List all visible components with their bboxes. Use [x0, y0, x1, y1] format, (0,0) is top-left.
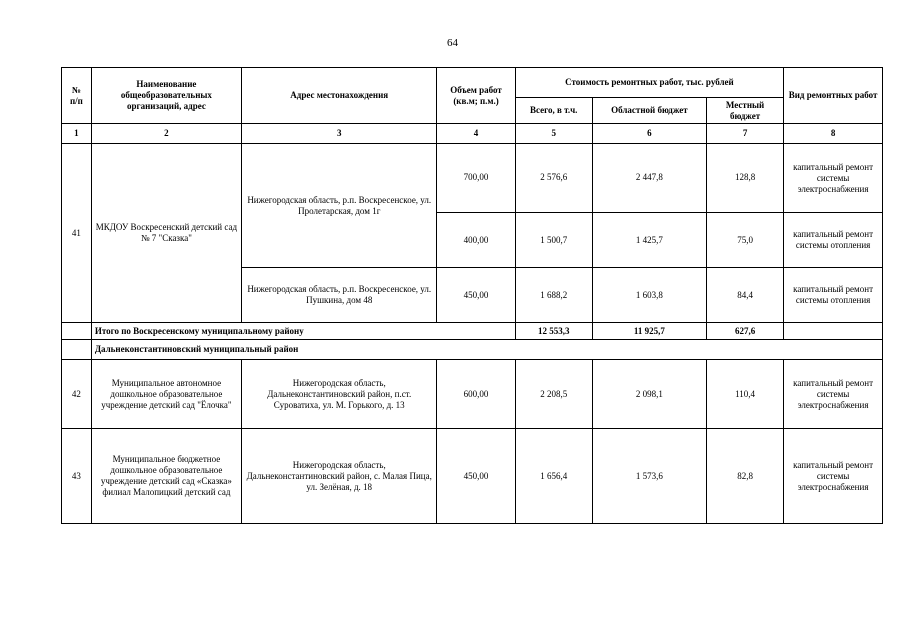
- work-type: капитальный ремонт системы электроснабжения: [784, 429, 883, 524]
- header-local: Местный бюджет: [706, 98, 783, 124]
- subtotal-total: 12 553,3: [515, 323, 592, 340]
- volume: 400,00: [437, 213, 515, 268]
- work-type: капитальный ремонт системы отопления: [784, 213, 883, 268]
- table-row: [62, 429, 883, 524]
- local-budget: 75,0: [706, 213, 783, 268]
- total-cost: 2 576,6: [515, 144, 592, 213]
- col-number: 6: [592, 124, 706, 144]
- header-num: № п/п: [62, 68, 92, 124]
- org-name: МКДОУ Воскресенский детский сад № 7 "Сказка": [91, 144, 241, 323]
- regional-budget: 1 573,6: [592, 429, 706, 524]
- regional-budget: 2 447,8: [592, 144, 706, 213]
- subtotal-row: [62, 323, 883, 340]
- local-budget: 84,4: [706, 268, 783, 323]
- repair-works-table: [61, 67, 883, 524]
- org-address: Нижегородская область, р.п. Воскресенское, ул. Пушкина, дом 48: [242, 268, 437, 323]
- volume: 600,00: [437, 360, 515, 429]
- local-budget: 110,4: [706, 360, 783, 429]
- header-name: Наименование общеобразовательных организаций, адрес: [91, 68, 241, 124]
- empty-cell: [784, 323, 883, 340]
- header-address: Адрес местонахождения: [242, 68, 437, 124]
- regional-budget: 1 603,8: [592, 268, 706, 323]
- district-row: [62, 340, 883, 360]
- subtotal-label: Итого по Воскресенскому муниципальному району: [91, 323, 515, 340]
- total-cost: 1 500,7: [515, 213, 592, 268]
- header-row-1: [62, 68, 883, 98]
- local-budget: 82,8: [706, 429, 783, 524]
- total-cost: 2 208,5: [515, 360, 592, 429]
- row-num: 41: [62, 144, 92, 323]
- work-type: капитальный ремонт системы электроснабжения: [784, 144, 883, 213]
- page-number: 64: [447, 37, 458, 49]
- column-number-row: [62, 124, 883, 144]
- header-total: Всего, в т.ч.: [515, 98, 592, 124]
- org-address: Нижегородская область, Дальнеконстантиновский район, с. Малая Пица, ул. Зелёная, д. 18: [242, 429, 437, 524]
- regional-budget: 2 098,1: [592, 360, 706, 429]
- header-cost-group: Стоимость ремонтных работ, тыс. рублей: [515, 68, 784, 98]
- col-number: 5: [515, 124, 592, 144]
- volume: 450,00: [437, 268, 515, 323]
- row-num: 43: [62, 429, 92, 524]
- volume: 450,00: [437, 429, 515, 524]
- org-name: Муниципальное бюджетное дошкольное образовательное учреждение детский сад «Сказка» филиал Малопицкий детский сад: [91, 429, 241, 524]
- empty-cell: [62, 323, 92, 340]
- org-address: Нижегородская область, Дальнеконстантиновский район, п.ст. Суроватиха, ул. М. Горького, д. 13: [242, 360, 437, 429]
- row-num: 42: [62, 360, 92, 429]
- header-type: Вид ремонтных работ: [784, 68, 883, 124]
- total-cost: 1 656,4: [515, 429, 592, 524]
- col-number: 3: [242, 124, 437, 144]
- total-cost: 1 688,2: [515, 268, 592, 323]
- volume: 700,00: [437, 144, 515, 213]
- regional-budget: 1 425,7: [592, 213, 706, 268]
- org-name: Муниципальное автономное дошкольное образовательное учреждение детский сад "Ёлочка": [91, 360, 241, 429]
- col-number: 7: [706, 124, 783, 144]
- subtotal-local: 627,6: [706, 323, 783, 340]
- header-regional: Областной бюджет: [592, 98, 706, 124]
- local-budget: 128,8: [706, 144, 783, 213]
- table-row: [62, 144, 883, 213]
- org-address: Нижегородская область, р.п. Воскресенское, ул. Пролетарская, дом 1г: [242, 144, 437, 268]
- empty-cell: [62, 340, 92, 360]
- subtotal-regional: 11 925,7: [592, 323, 706, 340]
- work-type: капитальный ремонт системы электроснабжения: [784, 360, 883, 429]
- col-number: 2: [91, 124, 241, 144]
- district-header: Дальнеконстантиновский муниципальный район: [91, 340, 882, 360]
- table-row: [62, 360, 883, 429]
- work-type: капитальный ремонт системы отопления: [784, 268, 883, 323]
- header-volume: Объем работ (кв.м; п.м.): [437, 68, 515, 124]
- col-number: 8: [784, 124, 883, 144]
- col-number: 1: [62, 124, 92, 144]
- col-number: 4: [437, 124, 515, 144]
